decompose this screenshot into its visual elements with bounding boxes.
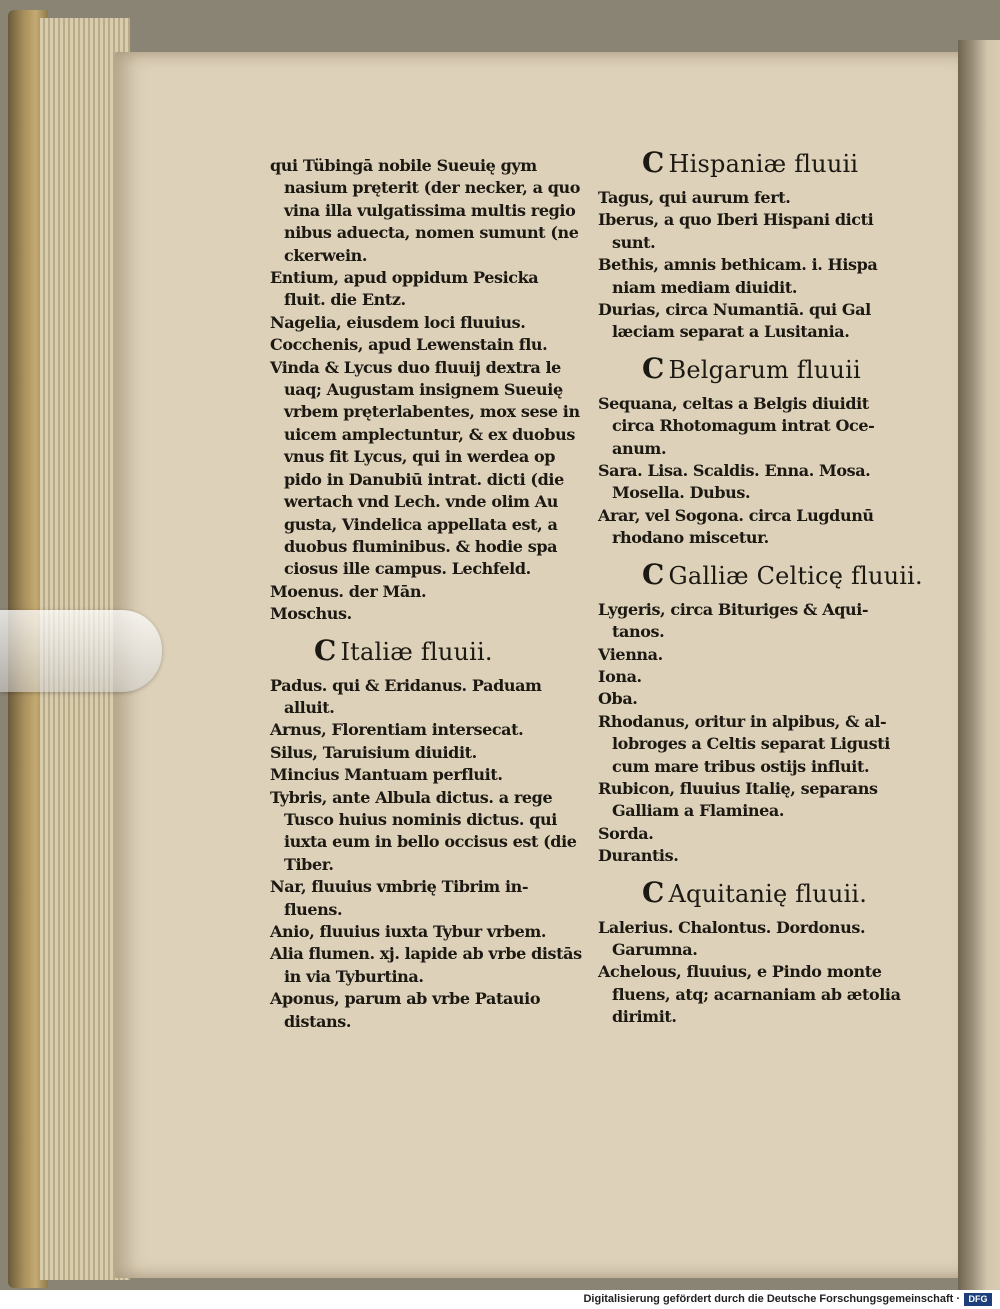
pilcrow-mark: C <box>642 557 665 591</box>
text-line: Durias, circa Numantiā. qui Gal <box>598 300 871 320</box>
facing-page-edge <box>958 40 1000 1290</box>
text-line: Arar, vel Sogona. circa Lugdunū <box>598 505 874 525</box>
footer-credit: Digitalisierung gefördert durch die Deutsche Forschungsgemeinschaft · <box>583 1293 960 1305</box>
footer-bar <box>0 1291 1000 1309</box>
text-line: niam mediam diuidit. <box>612 277 798 297</box>
text-line: Lygeris, circa Bituriges & Aqui- <box>598 599 869 619</box>
text-line: Sorda. <box>598 823 654 843</box>
text-line: tanos. <box>612 622 665 642</box>
text-line: nasium pręterit (der necker, a quo <box>284 178 581 198</box>
text-line: uaq; Augustam insignem Sueuię <box>284 380 563 400</box>
text-line: læciam separat a Lusitania. <box>612 322 850 342</box>
text-line: Galliam a Flaminea. <box>612 801 785 821</box>
pilcrow-mark: C <box>642 875 665 909</box>
section-heading-italia <box>314 633 610 667</box>
text-line: rhodano miscetur. <box>612 528 769 548</box>
text-line: Tiber. <box>284 854 334 874</box>
text-line: ciosus ille campus. Lechfeld. <box>284 559 531 579</box>
text-line: Vinda & Lycus duo fluuij dextra le <box>270 357 561 377</box>
text-line: distans. <box>284 1011 352 1031</box>
text-line: nibus aduecta, nomen sumunt (ne <box>284 223 579 243</box>
text-line: iuxta eum in bello occisus est (die <box>284 832 577 852</box>
text-line: Anio, fluuius iuxta Tybur vrbem. <box>270 922 547 941</box>
text-line: in via Tyburtina. <box>284 966 424 986</box>
text-line: vrbem pręterlabentes, mox sese in <box>284 402 580 422</box>
text-line: vina illa vulgatissima multis regio <box>284 200 576 220</box>
text-line: Rubicon, fluuius Italię, separans <box>598 778 878 798</box>
text-line: Vienna. <box>598 644 663 664</box>
text-line: Aponus, parum ab vrbe Patauio <box>270 989 541 1009</box>
intro-paragraph <box>270 155 610 267</box>
text-line: alluit. <box>284 697 335 717</box>
section-heading-gallia <box>642 557 923 591</box>
left-text-column <box>270 155 610 1033</box>
text-line: anum. <box>612 438 667 458</box>
text-line: Sara. Lisa. Scaldis. Enna. Mosa. <box>598 461 871 481</box>
hispania-rivers-list <box>598 187 918 344</box>
text-line: Oba. <box>598 689 638 709</box>
section-heading-belgarum <box>642 351 918 385</box>
pilcrow-mark: C <box>314 633 337 667</box>
section-heading-text: Hispaniæ fluuii <box>668 150 859 178</box>
rivers-list <box>270 267 610 626</box>
text-line: Silus, Taruisium diuidit. <box>270 742 477 762</box>
italia-rivers-list <box>270 675 610 1034</box>
text-line: fluit. die Entz. <box>284 290 406 310</box>
text-line: qui Tübingā nobile Sueuię gym <box>270 156 537 175</box>
section-heading-text: Belgarum fluuii <box>668 355 861 384</box>
text-line: gusta, Vindelica appellata est, a <box>284 514 558 534</box>
belgarum-rivers-list <box>598 393 918 550</box>
text-line: Moenus. der Mān. <box>270 581 427 601</box>
page-holder-clip <box>0 610 162 692</box>
text-line: Moschus. <box>270 604 352 624</box>
text-line: Padus. qui & Eridanus. Paduam <box>270 675 542 695</box>
text-line: uicem amplectuntur, & ex duobus <box>284 424 575 444</box>
text-line: vnus fit Lycus, qui in werdea op <box>284 447 556 467</box>
right-text-column <box>598 146 923 1029</box>
pilcrow-mark: C <box>642 351 665 385</box>
text-line: Rhodanus, oritur in alpibus, & al- <box>598 711 887 731</box>
gallia-rivers-list <box>598 599 918 868</box>
text-line: lobroges a Celtis separat Ligusti <box>612 734 890 754</box>
text-line: Entium, apud oppidum Pesicka <box>270 268 539 288</box>
text-line: pido in Danubiū intrat. dicti (die <box>284 469 564 489</box>
text-line: fluens, atq; acarnaniam ab ætolia <box>612 984 901 1004</box>
text-line: Nagelia, eiusdem loci fluuius. <box>270 312 526 332</box>
text-line: Tybris, ante Albula dictus. a rege <box>270 787 553 807</box>
text-line: Garumna. <box>612 939 698 959</box>
text-line: Nar, fluuius vmbrię Tibrim in- <box>270 877 529 897</box>
text-line: Cocchenis, apud Lewenstain flu. <box>270 335 548 355</box>
text-line: Mosella. Dubus. <box>612 483 751 503</box>
text-line: circa Rhotomagum intrat Oce- <box>612 416 875 436</box>
text-line: Iona. <box>598 666 642 686</box>
text-line: sunt. <box>612 232 656 252</box>
section-heading-text: Galliæ Celticę fluuii. <box>668 561 923 590</box>
text-line: Tusco huius nominis dictus. qui <box>284 809 557 829</box>
text-line: Durantis. <box>598 846 679 866</box>
aquitania-rivers-list <box>598 917 918 1029</box>
text-line: Mincius Mantuam perfluit. <box>270 765 503 785</box>
text-line: fluens. <box>284 899 343 919</box>
dfg-logo: DFG <box>964 1293 992 1306</box>
text-line: duobus fluminibus. & hodie spa <box>284 536 558 556</box>
text-line: Achelous, fluuius, e Pindo monte <box>598 962 882 982</box>
text-line: cum mare tribus ostijs influit. <box>612 756 870 776</box>
section-heading-text: Italiæ fluuii. <box>340 637 493 666</box>
section-heading-text: Aquitanię fluuii. <box>668 879 868 908</box>
text-line: ckerwein. <box>284 245 368 265</box>
section-heading-aquitania <box>642 875 918 909</box>
text-line: Tagus, qui aurum fert. <box>598 188 791 207</box>
text-line: Bethis, amnis bethicam. i. Hispa <box>598 255 878 275</box>
pilcrow-mark: C <box>642 146 665 179</box>
text-line: Arnus, Florentiam intersecat. <box>270 720 524 740</box>
text-line: dirimit. <box>612 1007 677 1027</box>
text-line: Sequana, celtas a Belgis diuidit <box>598 393 869 413</box>
text-line: Alia flumen. xj. lapide ab vrbe distās <box>270 944 582 964</box>
text-line: Iberus, a quo Iberi Hispani dicti <box>598 210 874 230</box>
text-line: Lalerius. Chalontus. Dordonus. <box>598 917 866 937</box>
text-line: wertach vnd Lech. vnde olim Au <box>284 492 558 512</box>
section-heading-hispania <box>642 148 918 179</box>
